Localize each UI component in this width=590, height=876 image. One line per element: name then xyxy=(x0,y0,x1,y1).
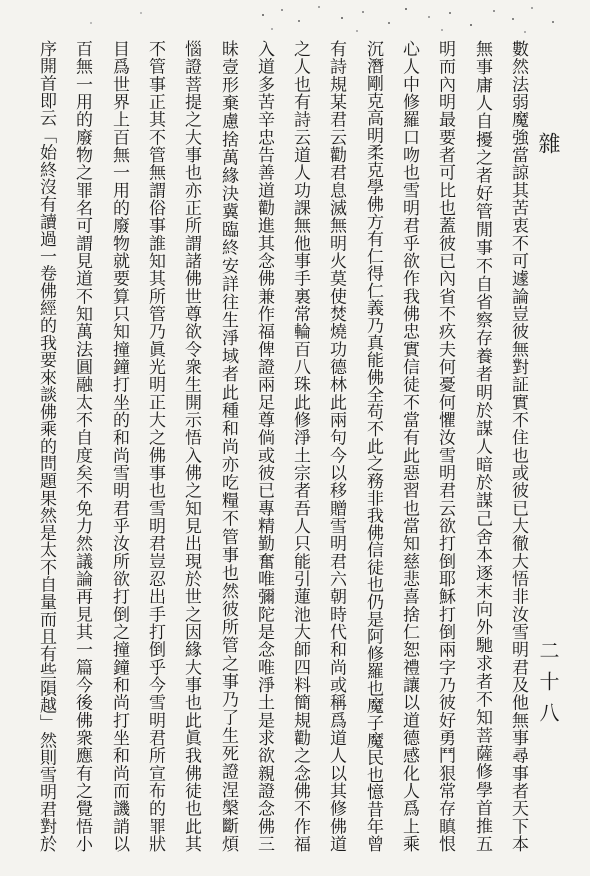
text-column-5: 沉潛剛克高明柔克學佛方有仁得仁義乃真能佛全苟不此之務非我佛信徒也仍是阿修羅也魔子魔民也憶昔年曾 xyxy=(363,40,383,852)
page-number: 二十八 xyxy=(536,640,560,733)
scan-speckles xyxy=(0,0,2,2)
text-column-12: 目爲世界上百無一用的廢物就要算只知撞鐘打坐的和尚雪明君乎汝所欲打倒之撞鐘和尚打坐和尚而譏誚以 xyxy=(109,40,129,852)
text-column-2: 無事庸人自擾之者好管閒事不自省察存養者明於謀人暗於謀己舍本逐末向外馳求者不知菩薩修學首推五 xyxy=(472,40,492,852)
text-column-13: 百無一用的廢物之罪名可謂見道不知萬法圓融太不自度矣不免力然議論再見其一篇今後佛衆應有之覺悟小 xyxy=(72,40,92,852)
text-column-11: 不管事正其不管無謂俗事誰知其所管乃眞光明正大之佛事也雪明君豈忍出手打倒乎今雪明君所宣布的罪狀 xyxy=(145,40,165,852)
text-column-10: 惱證菩提之大事也亦正所謂諸佛世尊欲令衆生開示悟入佛之知見出現於世之因緣大事也此眞我佛徒也此其 xyxy=(181,40,201,852)
text-column-8: 入道多苦辛忠告善道勸進其念佛兼作福俾證兩足尊倘或彼已專精勤奮唯彌陀是念唯淨土是求欲親證念佛三 xyxy=(254,40,274,852)
text-column-1: 數然法弱魔強當諒其苦衷不可遽論豈彼無對証實不住也或彼已大徹大悟非汝雪明君及他無事尋事者天下本 xyxy=(508,40,528,852)
text-column-6: 有詩規某君云勸君息滅無明火莫使焚燒功德林此兩句今以移贈雪明君六朝時代和尚或稱爲道人以其修佛道 xyxy=(326,40,346,852)
text-column-4: 心人中修羅口吻也雪明君乎欲作我佛忠實信徒不當有此惡習也當知慈悲喜捨仁恕禮讓以道德感化人爲上乘 xyxy=(399,40,419,852)
text-column-7: 之人也有詩云道人功課無他事手裏常輪百八珠此修淨土宗者吾人只能引蓮池大師四料簡規勸之念佛不作福 xyxy=(290,40,310,852)
text-column-14: 序開首即云「始終沒有讀過一卷佛經的我要來談佛乘的問題果然是太不自量而且有些隕越」然則雪明君對於 xyxy=(36,40,56,852)
text-column-3: 明而內明最要者可比也蓋彼已內省不疚夫何憂何懼汝雪明君云欲打倒耶穌打倒兩字乃彼好勇鬥狠常存瞋恨 xyxy=(435,40,455,852)
text-column-9: 昧壹形棄慮捨萬緣決冀臨終安詳往生淨域者此種和尚亦吃糧不管事也然彼所管之事乃了生死證涅槃斷煩 xyxy=(218,40,238,852)
running-title: 雜 xyxy=(535,132,560,189)
